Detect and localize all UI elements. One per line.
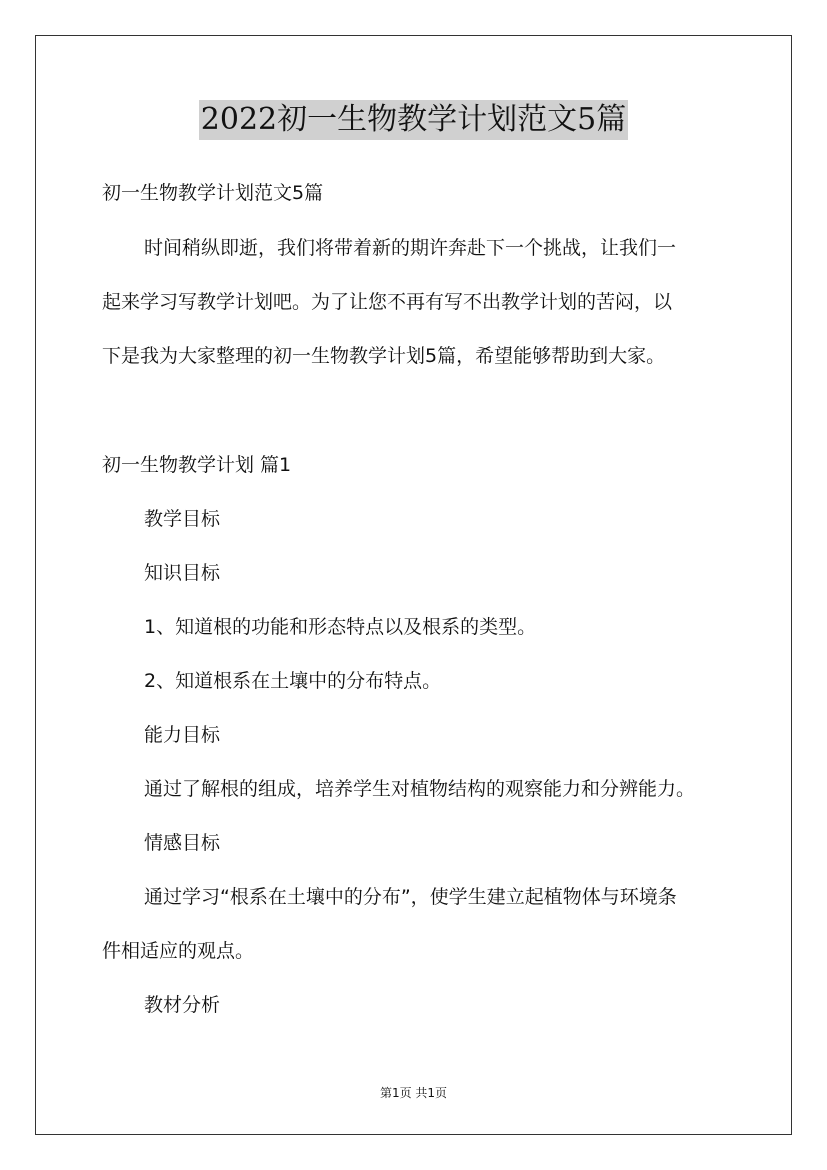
body-line-7: 情感目标: [144, 832, 221, 854]
body-line-3: 1、知道根的功能和形态特点以及根系的类型。: [144, 616, 537, 638]
intro-line-1: 时间稍纵即逝，我们将带着新的期许奔赴下一个挑战，让我们一: [144, 237, 677, 259]
intro-line-3: 下是我为大家整理的初一生物教学计划5篇，希望能够帮助到大家。: [102, 345, 666, 367]
body-line-5: 能力目标: [144, 724, 221, 746]
body-line-4: 2、知道根系在土壤中的分布特点。: [144, 670, 442, 692]
body-line-6: 通过了解根的组成，培养学生对植物结构的观察能力和分辨能力。: [144, 778, 696, 800]
page-footer: 第1页 共1页: [379, 1086, 448, 1100]
intro-line-2: 起来学习写教学计划吧。为了让您不再有写不出教学计划的苦闷，以: [102, 291, 673, 313]
body-line-9: 件相适应的观点。: [102, 940, 255, 962]
body-line-1: 教学目标: [144, 508, 221, 530]
document-title: 2022初一生物教学计划范文5篇: [199, 100, 628, 140]
body-line-2: 知识目标: [144, 562, 221, 584]
subtitle: 初一生物教学计划范文5篇: [102, 182, 324, 204]
body-line-10: 教材分析: [144, 994, 221, 1016]
body-line-8: 通过学习“根系在土壤中的分布”，使学生建立起植物体与环境条: [144, 886, 677, 908]
section-heading: 初一生物教学计划 篇1: [102, 454, 292, 476]
title-container: [0, 100, 827, 140]
